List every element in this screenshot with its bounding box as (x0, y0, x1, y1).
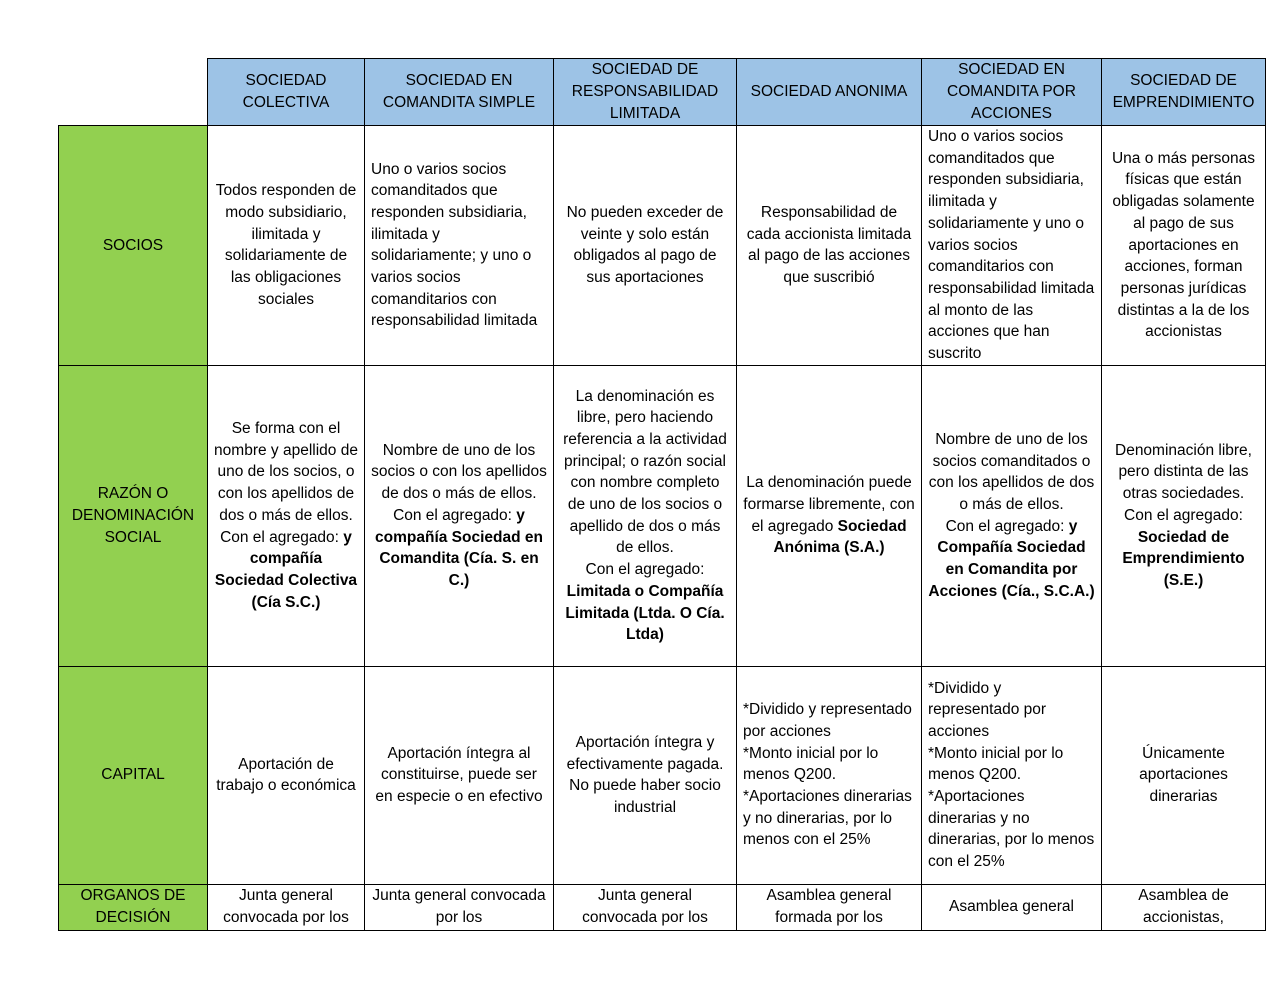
organos-responsabilidad-limitada-text: Junta general convocada por los (582, 887, 708, 926)
razon-colectiva-agregado-prefix: Con el agregado: (220, 528, 344, 546)
row-label-organos-text: ORGANOS DE DECISIÓN (80, 887, 186, 926)
organos-colectiva (208, 884, 365, 930)
capital-comandita-acciones (922, 666, 1102, 884)
razon-colectiva-text: Se forma con el nombre y apellido de uno de los socios, o con los apellidos de dos o más de ellos. (214, 420, 358, 524)
razon-anonima (737, 365, 922, 666)
razon-responsabilidad-limitada-agregado-prefix: Con el agregado: (585, 561, 705, 579)
socios-comandita-acciones: Uno o varios socios comanditados que responden subsidiaria, ilimitada y solidariamente y uno o varios socios comanditarios con responsabilidad limitada al monto de las acciones que han suscrito (922, 126, 1102, 366)
organos-emprendimiento (1102, 884, 1266, 930)
capital-comandita-simple: Aportación íntegra al constituirse, puede ser en especie o en efectivo (365, 666, 554, 884)
razon-comandita-simple (365, 365, 554, 666)
socios-row (59, 126, 1266, 366)
organos-row (59, 884, 1266, 930)
capital-anonima-item: *Aportaciones dinerarias y no dinerarias, por lo menos con el 25% (743, 788, 912, 849)
organos-anonima-text: Asamblea general formada por los (766, 887, 892, 926)
organos-comandita-simple-text: Junta general convocada por los (372, 887, 546, 926)
header-row (59, 59, 1266, 126)
razon-social-row (59, 365, 1266, 666)
razon-emprendimiento-agregado: Sociedad de Emprendimiento (S.E.) (1122, 528, 1245, 589)
organos-comandita-acciones-text: Asamblea general (949, 898, 1074, 916)
socios-emprendimiento: Una o más personas físicas que están obligadas solamente al pago de sus aportaciones en acciones, forman personas jurídicas distintas a la de los accionistas (1102, 126, 1266, 366)
header-comandita-simple: SOCIEDAD EN COMANDITA SIMPLE (365, 59, 554, 126)
row-label-capital: CAPITAL (59, 666, 208, 884)
header-emprendimiento: SOCIEDAD DE EMPRENDIMIENTO (1102, 59, 1266, 126)
razon-comandita-simple-agregado: y compañía Sociedad en Comandita (Cía. S. en C.) (375, 506, 543, 589)
razon-anonima-agregado: Sociedad Anónima (S.A.) (773, 517, 907, 557)
organos-comandita-acciones (922, 884, 1102, 930)
razon-emprendimiento (1102, 365, 1266, 666)
razon-comandita-acciones (922, 365, 1102, 666)
header-responsabilidad-limitada: SOCIEDAD DE RESPONSABILIDAD LIMITADA (554, 59, 737, 126)
socios-responsabilidad-limitada: No pueden exceder de veinte y solo están obligados al pago de sus aportaciones (554, 126, 737, 366)
razon-responsabilidad-limitada-agregado: Limitada o Compañía Limitada (Ltda. O Cía. Ltda) (565, 582, 725, 644)
razon-comandita-acciones-agregado-prefix: Con el agregado: (945, 517, 1069, 535)
capital-emprendimiento: Únicamente aportaciones dinerarias (1102, 666, 1266, 884)
header-anonima: SOCIEDAD ANONIMA (737, 59, 922, 126)
capital-colectiva: Aportación de trabajo o económica (208, 666, 365, 884)
razon-comandita-acciones-text: Nombre de uno de los socios comanditados o con los apellidos de dos o más de ellos. (928, 430, 1095, 514)
header-comandita-acciones: SOCIEDAD EN COMANDITA POR ACCIONES (922, 59, 1102, 126)
capital-comandita-acciones-item: *Monto inicial por lo menos Q200. (928, 744, 1064, 784)
header-colectiva: SOCIEDAD COLECTIVA (208, 59, 365, 126)
row-label-organos (59, 884, 208, 930)
capital-comandita-acciones-item: *Aportaciones dinerarias y no dinerarias, por lo menos con el 25% (928, 788, 1095, 871)
capital-anonima (737, 666, 922, 884)
organos-anonima (737, 884, 922, 930)
organos-responsabilidad-limitada (554, 884, 737, 930)
sociedades-comparison-table (58, 58, 1266, 931)
socios-comandita-simple: Uno o varios socios comanditados que responden subsidiaria, ilimitada y solidariamente; y uno o varios socios comanditarios con responsabilidad limitada (365, 126, 554, 366)
razon-comandita-simple-text: Nombre de uno de los socios o con los apellidos de dos o más de ellos. (371, 441, 547, 503)
organos-comandita-simple (365, 884, 554, 930)
razon-comandita-simple-agregado-prefix: Con el agregado: (393, 506, 517, 524)
capital-anonima-item: *Monto inicial por lo menos Q200. (743, 744, 879, 784)
razon-emprendimiento-text: Denominación libre, pero distinta de las otras sociedades. (1115, 441, 1252, 503)
razon-emprendimiento-agregado-prefix: Con el agregado: (1124, 506, 1243, 524)
capital-comandita-acciones-item: *Dividido y representado por acciones (928, 679, 1047, 740)
organos-emprendimiento-text: Asamblea de accionistas, (1138, 887, 1229, 926)
corner-cell (59, 59, 208, 126)
capital-responsabilidad-limitada: Aportación íntegra y efectivamente pagada. No puede haber socio industrial (554, 666, 737, 884)
razon-comandita-acciones-agregado: y Compañía Sociedad en Comandita por Acciones (Cía., S.C.A.) (928, 517, 1095, 600)
razon-anonima-text: La denominación puede formarse libremente, con el agregado (743, 474, 915, 535)
razon-responsabilidad-limitada (554, 365, 737, 666)
razon-colectiva-agregado: y compañía Sociedad Colectiva (Cía S.C.) (214, 528, 358, 611)
razon-colectiva (208, 365, 365, 666)
capital-anonima-item: *Dividido y representado por acciones (743, 701, 912, 740)
socios-colectiva: Todos responden de modo subsidiario, ilimitada y solidariamente de las obligaciones sociales (208, 126, 365, 366)
razon-responsabilidad-limitada-text: La denominación es libre, pero haciendo referencia a la actividad principal; o razón social con nombre completo de uno de los socios o apellido de dos o más de ellos. (563, 387, 727, 557)
organos-colectiva-text: Junta general convocada por los (223, 887, 349, 926)
row-label-razon-social: RAZÓN O DENOMINACIÓN SOCIAL (59, 365, 208, 666)
socios-anonima: Responsabilidad de cada accionista limitada al pago de las acciones que suscribió (737, 126, 922, 366)
row-label-socios: SOCIOS (59, 126, 208, 366)
capital-row (59, 666, 1266, 884)
